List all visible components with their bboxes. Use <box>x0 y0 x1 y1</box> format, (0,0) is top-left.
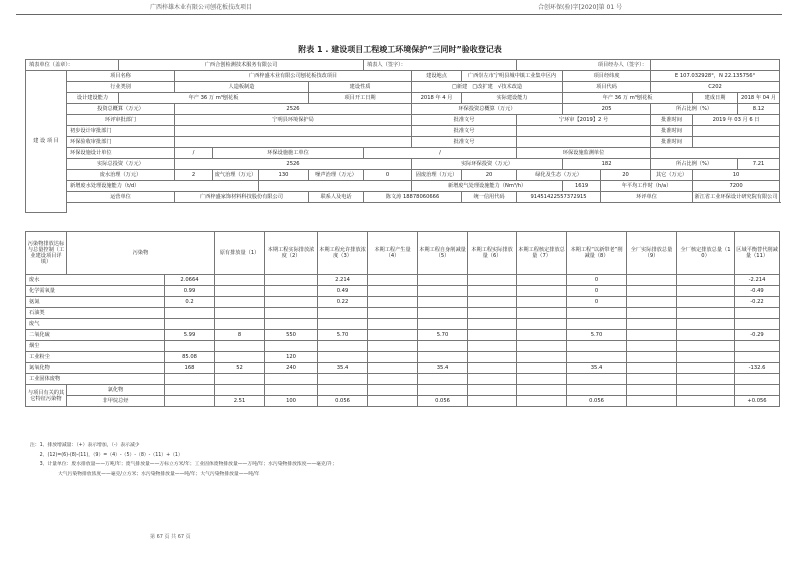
env-invest: 205 <box>563 104 651 115</box>
pollutant-row <box>26 286 780 297</box>
ratio: 8.12 <box>738 104 780 115</box>
pollutant-cell: 550 <box>265 330 318 341</box>
pollutant-cell <box>265 297 318 308</box>
pollutant-cell <box>567 341 627 352</box>
pollutant-row <box>26 363 780 374</box>
pollutant-cell <box>735 319 780 330</box>
pollutant-cell <box>468 308 517 319</box>
pollutant-cell <box>677 330 735 341</box>
pollutant-cell: 5.70 <box>567 330 627 341</box>
pollutant-cell <box>318 352 368 363</box>
pollutant-cell <box>368 297 418 308</box>
other-label: 其它（万元） <box>651 170 693 181</box>
pollutant-cell <box>517 308 567 319</box>
footnotes <box>30 441 337 479</box>
pollutant-cell <box>165 341 215 352</box>
pollutant-cell <box>567 308 627 319</box>
approval-date: 2019 年 03 月 6 日 <box>693 115 780 126</box>
actual-capacity: 年产 36 万 m³刨花板 <box>563 93 693 104</box>
pollutant-name: 烟尘 <box>26 341 165 352</box>
pollutant-cell <box>468 363 517 374</box>
pollutant-cell: 35.4 <box>418 363 468 374</box>
col-2: 本期工程实际排放浓度（2） <box>265 232 318 275</box>
pollutant-cell <box>677 286 735 297</box>
pollutant-cell: 52 <box>215 363 265 374</box>
pollutant-cell <box>468 374 517 385</box>
note-2: 2、(12)=(6)-(8)-(11)，（9）=（4）-（5）-（8）-（11）+（1） <box>30 452 183 458</box>
pollutant-cell <box>677 308 735 319</box>
start-label: 项目开工日期 <box>309 93 412 104</box>
industry-label: 行业类别 <box>67 82 175 93</box>
note-3: 3、计量单位：废水排放量——万吨/年；废气排放量——万标立方米/年；工业固体废物排放量——万吨/年；水污染物排放浓度——毫克/升； <box>30 462 337 467</box>
pollutant-cell <box>517 297 567 308</box>
pollutant-cell: 0.49 <box>318 286 368 297</box>
person-label: 填表人（签字）： <box>364 60 517 71</box>
invest-label: 投资总概算（万元） <box>67 104 175 115</box>
pollutant-cell <box>677 341 735 352</box>
pollutant-cell <box>627 363 677 374</box>
manager-label: 项目经办人（签字）： <box>517 60 651 71</box>
pollutant-cell <box>368 308 418 319</box>
pollutant-cell <box>368 275 418 286</box>
pollutant-cell <box>165 374 215 385</box>
pollutant-cell: 2.214 <box>318 275 368 286</box>
pollutant-cell <box>627 330 677 341</box>
manager-value <box>651 60 780 71</box>
pollutant-cell <box>418 297 468 308</box>
actual-invest-label: 实际总投资（万元） <box>67 159 175 170</box>
note-4: 大气污染物排放浓度——毫克/立方米；水污染物排放量——吨/年；大气污染物排放量——吨/年 <box>58 471 260 477</box>
actual-env: 182 <box>563 159 651 170</box>
coord-label: 项目经纬度 <box>563 71 651 82</box>
new-gas-label: 新增废气处理设施能力（Nm³/h） <box>412 181 563 192</box>
pollutant-cell: 35.4 <box>318 363 368 374</box>
prelim-date-label: 批准时间 <box>651 126 693 137</box>
pollutant-cell <box>517 352 567 363</box>
col-9: 全厂实际排放总量（9） <box>627 232 677 275</box>
pollutant-cell <box>265 319 318 330</box>
pollutant-cell: 2.0664 <box>165 275 215 286</box>
pollutant-cell <box>368 352 418 363</box>
facility-build-value: / <box>364 148 517 159</box>
pollutant-cell <box>627 286 677 297</box>
pollutant-row <box>26 374 780 385</box>
pollutant-cell <box>265 275 318 286</box>
pollutant-cell: 0.2 <box>165 297 215 308</box>
project-code: C202 <box>651 82 780 93</box>
col-11: 区域平衡替代削减量（11） <box>735 232 780 275</box>
actual-ratio: 7.21 <box>738 159 780 170</box>
noise-value: 0 <box>364 170 412 181</box>
pollutant-cell <box>627 297 677 308</box>
pollutant-cell <box>517 275 567 286</box>
prelim-label: 初步设计审批部门 <box>67 126 175 137</box>
permit-date-label: 批准时间 <box>651 137 693 148</box>
pollutant-cell <box>567 319 627 330</box>
pollutant-cell <box>368 363 418 374</box>
pollutant-cell <box>627 374 677 385</box>
pollutant-cell <box>468 286 517 297</box>
pollutant-header-row <box>26 232 780 275</box>
unit-label: 填表单位（盖章）： <box>26 60 119 71</box>
actual-ratio-label: 所占比例（%） <box>651 159 738 170</box>
pollutant-cell <box>215 275 265 286</box>
pollutant-cell <box>265 341 318 352</box>
header-rule <box>16 14 782 15</box>
pollutant-cell <box>418 352 468 363</box>
pollutant-cell <box>418 308 468 319</box>
pollutant-cell: -0.49 <box>735 286 780 297</box>
pollutant-cell <box>677 374 735 385</box>
pollutant-name: 氨氮 <box>26 297 165 308</box>
special-row-2-name: 非甲烷总烃 <box>67 396 165 407</box>
pollutant-cell: 85.08 <box>165 352 215 363</box>
pollutant-row <box>26 297 780 308</box>
pollutant-row <box>26 275 780 286</box>
nature-label: 建设性质 <box>309 82 412 93</box>
pollutant-cell <box>368 341 418 352</box>
project-coord: E 107.032928°，N 22.135756° <box>651 71 780 82</box>
pollutant-cell <box>627 341 677 352</box>
note-1: 注：1、排放增减量：（+）表示增加，（-）表示减少 <box>30 443 140 448</box>
pollutant-cell <box>165 308 215 319</box>
contact-label: 联系人及电话 <box>309 192 364 203</box>
unit-value: 广西合创检测技术服务有限公司 <box>119 60 364 71</box>
credit-label: 统一信用代码 <box>462 192 517 203</box>
pollutant-cell <box>368 374 418 385</box>
col-1: 原有排放量（1） <box>215 232 265 275</box>
pollutant-cell <box>677 352 735 363</box>
pollutant-cell <box>517 341 567 352</box>
approval-no: 宁环审【2019】2 号 <box>517 115 651 126</box>
pollutant-cell <box>418 286 468 297</box>
pollutant-cell <box>468 341 517 352</box>
actual-env-label: 实际环保投资（万元） <box>412 159 563 170</box>
registration-form <box>25 59 780 213</box>
credit-code: 91451422557372915 <box>517 192 601 203</box>
nature-options: □新建 □改扩建 √技术改造 <box>412 82 563 93</box>
pollutant-cell: 168 <box>165 363 215 374</box>
other-value: 10 <box>693 170 780 181</box>
pollutant-cell: 5.70 <box>318 330 368 341</box>
contact: 陈文涛 18878060666 <box>364 192 462 203</box>
finish-date: 2018 年 04 月 <box>738 93 780 104</box>
prelim-no-label: 批准文号 <box>412 126 517 137</box>
pollutant-cell <box>318 341 368 352</box>
eia-unit: 浙江省工业环保设计研究院有限公司 <box>693 192 780 203</box>
col-6: 本期工程实际排放量（6） <box>468 232 517 275</box>
project-site: 广西崇左市宁明县城中镇工业集中区内 <box>462 71 563 82</box>
pollutant-table: 污染物排放达标与总量控制（工业建设项目详填） 污染物 原有排放量（1） 本期工程实际排放浓度（2） 本期工程允许排放浓度（3） 本期工程产生量（4） 本期工程自身削减量（5） 本期工程实际排放量（6） 本期工程核定排放总量（7） 本期工程“以新带老”削减量（8） 全厂实际排放总量（9） 全厂核定排放总量（10） 区域平衡替代削减量（11） 废水 2.0664 2.214 0 -2.214 化学需氧量 0.99 0.49 0 -0.49 氨氮 0.2 0.22 0 -0.22 石油类 废气 二氧化硫 5.99 8 550 5.70 5.70 5.70 -0.29 烟尘 工业粉尘 85.08 120 氮氧化物 168 52 240 35.4 35.4 35.4 -132.6 工业固体废物 与项目有关的其它特征污染物 氯化物 非甲烷总烃 2.51 100 0.056 0.056 0.056 +0.056 <box>25 231 780 407</box>
pollutant-row <box>26 319 780 330</box>
pollutant-cell: 120 <box>265 352 318 363</box>
pollutant-cell <box>677 297 735 308</box>
pollutant-cell <box>735 374 780 385</box>
pollutant-cell <box>627 319 677 330</box>
pollutant-name: 氮氧化物 <box>26 363 165 374</box>
form-title: 附表 1 . 建设项目工程竣工环境保护“三同时”验收登记表 <box>298 45 502 54</box>
design-capacity: 年产 36 万 m³刨花板 <box>119 93 309 104</box>
pollutant-cell <box>215 341 265 352</box>
pollutant-name: 化学需氧量 <box>26 286 165 297</box>
pollutant-cell <box>215 352 265 363</box>
approval-no-label: 批准文号 <box>412 115 517 126</box>
pollutant-cell <box>215 319 265 330</box>
pollutant-cell <box>517 319 567 330</box>
facility-design-value: / <box>175 148 213 159</box>
approval-date-label: 批准时间 <box>651 115 693 126</box>
permit-label: 环保验收审批部门 <box>67 137 175 148</box>
op-unit-label: 运营单位 <box>67 192 175 203</box>
pollutant-cell <box>627 275 677 286</box>
col-10: 全厂核定排放总量（10） <box>677 232 735 275</box>
green-label: 绿化及生态（万元） <box>517 170 601 181</box>
col-7: 本期工程核定排放总量（7） <box>517 232 567 275</box>
pollutant-cell <box>368 319 418 330</box>
hours: 7200 <box>693 181 780 192</box>
pollutant-cell: 0.99 <box>165 286 215 297</box>
pollutant-cell <box>468 330 517 341</box>
eia-dept-label: 环评审批部门 <box>67 115 175 126</box>
pollutant-cell <box>627 352 677 363</box>
pollutant-cell <box>517 363 567 374</box>
gas-value: 130 <box>259 170 309 181</box>
pollutant-cell <box>265 374 318 385</box>
facility-build-label: 环保设施施工单位 <box>213 148 364 159</box>
special-group-label: 与项目有关的其它特征污染物 <box>26 385 67 407</box>
pollutant-cell <box>517 330 567 341</box>
pollutant-name: 二氧化硫 <box>26 330 165 341</box>
solid-value: 20 <box>462 170 517 181</box>
env-invest-label: 环保投资总概算（万元） <box>412 104 563 115</box>
special-row-1-name: 氯化物 <box>67 385 165 396</box>
doc-header-right: 合创环保(验)字[2020]第 01 号 <box>538 4 623 11</box>
pollutant-cell <box>368 330 418 341</box>
side-pollutant: 污染物排放达标与总量控制（工业建设项目详填） <box>26 232 67 275</box>
pollutant-cell <box>418 275 468 286</box>
pollutant-cell <box>265 308 318 319</box>
col-3: 本期工程允许排放浓度（3） <box>318 232 368 275</box>
invest: 2526 <box>175 104 412 115</box>
gas-label: 废气治理（万元） <box>213 170 259 181</box>
pollutant-cell <box>318 308 368 319</box>
page-number: 第 67 页 共 67 页 <box>150 534 191 540</box>
eia-dept: 宁明县环境保护局 <box>175 115 412 126</box>
pollutant-name: 工业固体废物 <box>26 374 165 385</box>
pollutant-cell <box>265 286 318 297</box>
pollutant-cell <box>468 275 517 286</box>
pollutant-cell <box>418 319 468 330</box>
new-gas: 1619 <box>563 181 601 192</box>
pollutant-cell <box>368 286 418 297</box>
col-5: 本期工程自身削减量（5） <box>418 232 468 275</box>
pollutant-cell: 240 <box>265 363 318 374</box>
code-label: 项目代码 <box>563 82 651 93</box>
pollutant-cell <box>468 297 517 308</box>
pollutant-cell <box>567 374 627 385</box>
project-name: 广西梓盛木业有限公司刨花板技改项目 <box>175 71 412 82</box>
pollutant-cell: 5.70 <box>418 330 468 341</box>
pollutant-cell <box>418 374 468 385</box>
facility-design-label: 环保设施设计单位 <box>67 148 175 159</box>
pollutant-cell: -0.29 <box>735 330 780 341</box>
pollutant-cell: -0.22 <box>735 297 780 308</box>
pollutant-cell <box>165 319 215 330</box>
pollutant-cell <box>318 374 368 385</box>
col-pollutant: 污染物 <box>67 232 215 275</box>
water-label: 废水治理（万元） <box>67 170 175 181</box>
pollutant-cell <box>215 286 265 297</box>
pollutant-cell: 0 <box>567 297 627 308</box>
finish-label: 建成日期 <box>693 93 738 104</box>
col-8: 本期工程“以新带老”削减量（8） <box>567 232 627 275</box>
pollutant-cell <box>215 308 265 319</box>
actual-label: 实际建设能力 <box>462 93 563 104</box>
pollutant-cell <box>468 352 517 363</box>
pollutant-name: 工业粉尘 <box>26 352 165 363</box>
pollutant-cell <box>735 308 780 319</box>
industry: 人造板制造 <box>175 82 309 93</box>
pollutant-row <box>26 330 780 341</box>
permit-no-label: 批准文号 <box>412 137 517 148</box>
eia-unit-label: 环评单位 <box>601 192 693 203</box>
design-label: 设计建设能力 <box>67 93 119 104</box>
water-value: 2 <box>175 170 213 181</box>
pollutant-cell <box>468 319 517 330</box>
pollutant-cell <box>517 286 567 297</box>
pollutant-cell <box>418 341 468 352</box>
pollutant-cell: -132.6 <box>735 363 780 374</box>
start-date: 2018 年 4 月 <box>412 93 462 104</box>
pollutant-cell <box>735 352 780 363</box>
op-unit: 广西梓盛家饰材料科技股份有限公司 <box>175 192 309 203</box>
pollutant-cell: 8 <box>215 330 265 341</box>
pollutant-cell: -2.214 <box>735 275 780 286</box>
solid-label: 固废治理（万元） <box>412 170 462 181</box>
pollutant-row <box>26 352 780 363</box>
pollutant-cell: 0.22 <box>318 297 368 308</box>
pollutant-cell <box>735 341 780 352</box>
pollutant-cell: 0 <box>567 286 627 297</box>
facility-monitor-label: 环保设施监测单位 <box>517 148 651 159</box>
pollutant-cell: 0 <box>567 275 627 286</box>
pollutant-cell <box>318 319 368 330</box>
pollutant-row <box>26 341 780 352</box>
hours-label: 年平均工作时（h/a） <box>601 181 693 192</box>
new-water-label: 新增废水处理设施能力（t/d） <box>67 181 259 192</box>
pollutant-cell <box>677 319 735 330</box>
pollutant-cell: 35.4 <box>567 363 627 374</box>
fill-row <box>26 60 780 71</box>
noise-label: 噪声治理（万元） <box>309 170 364 181</box>
pollutant-cell: 5.99 <box>165 330 215 341</box>
pollutant-cell <box>567 352 627 363</box>
pollutant-name: 废气 <box>26 319 165 330</box>
doc-header-left: 广西梓雄木业有限公司刨花板技改项目 <box>150 4 253 11</box>
pollutant-cell <box>215 374 265 385</box>
pollutant-cell <box>677 363 735 374</box>
actual-invest: 2526 <box>175 159 412 170</box>
pollutant-cell <box>627 308 677 319</box>
side-project: 建 设 项 目 <box>26 71 67 213</box>
ratio-label: 所占比例（%） <box>651 104 738 115</box>
pollutant-row <box>26 308 780 319</box>
name-label: 项目名称 <box>67 71 175 82</box>
pollutant-cell <box>677 275 735 286</box>
green-value: 20 <box>601 170 651 181</box>
pollutant-cell <box>215 297 265 308</box>
pollutant-name: 废水 <box>26 275 165 286</box>
site-label: 建设地点 <box>412 71 462 82</box>
pollutant-name: 石油类 <box>26 308 165 319</box>
pollutant-cell <box>517 374 567 385</box>
col-4: 本期工程产生量（4） <box>368 232 418 275</box>
